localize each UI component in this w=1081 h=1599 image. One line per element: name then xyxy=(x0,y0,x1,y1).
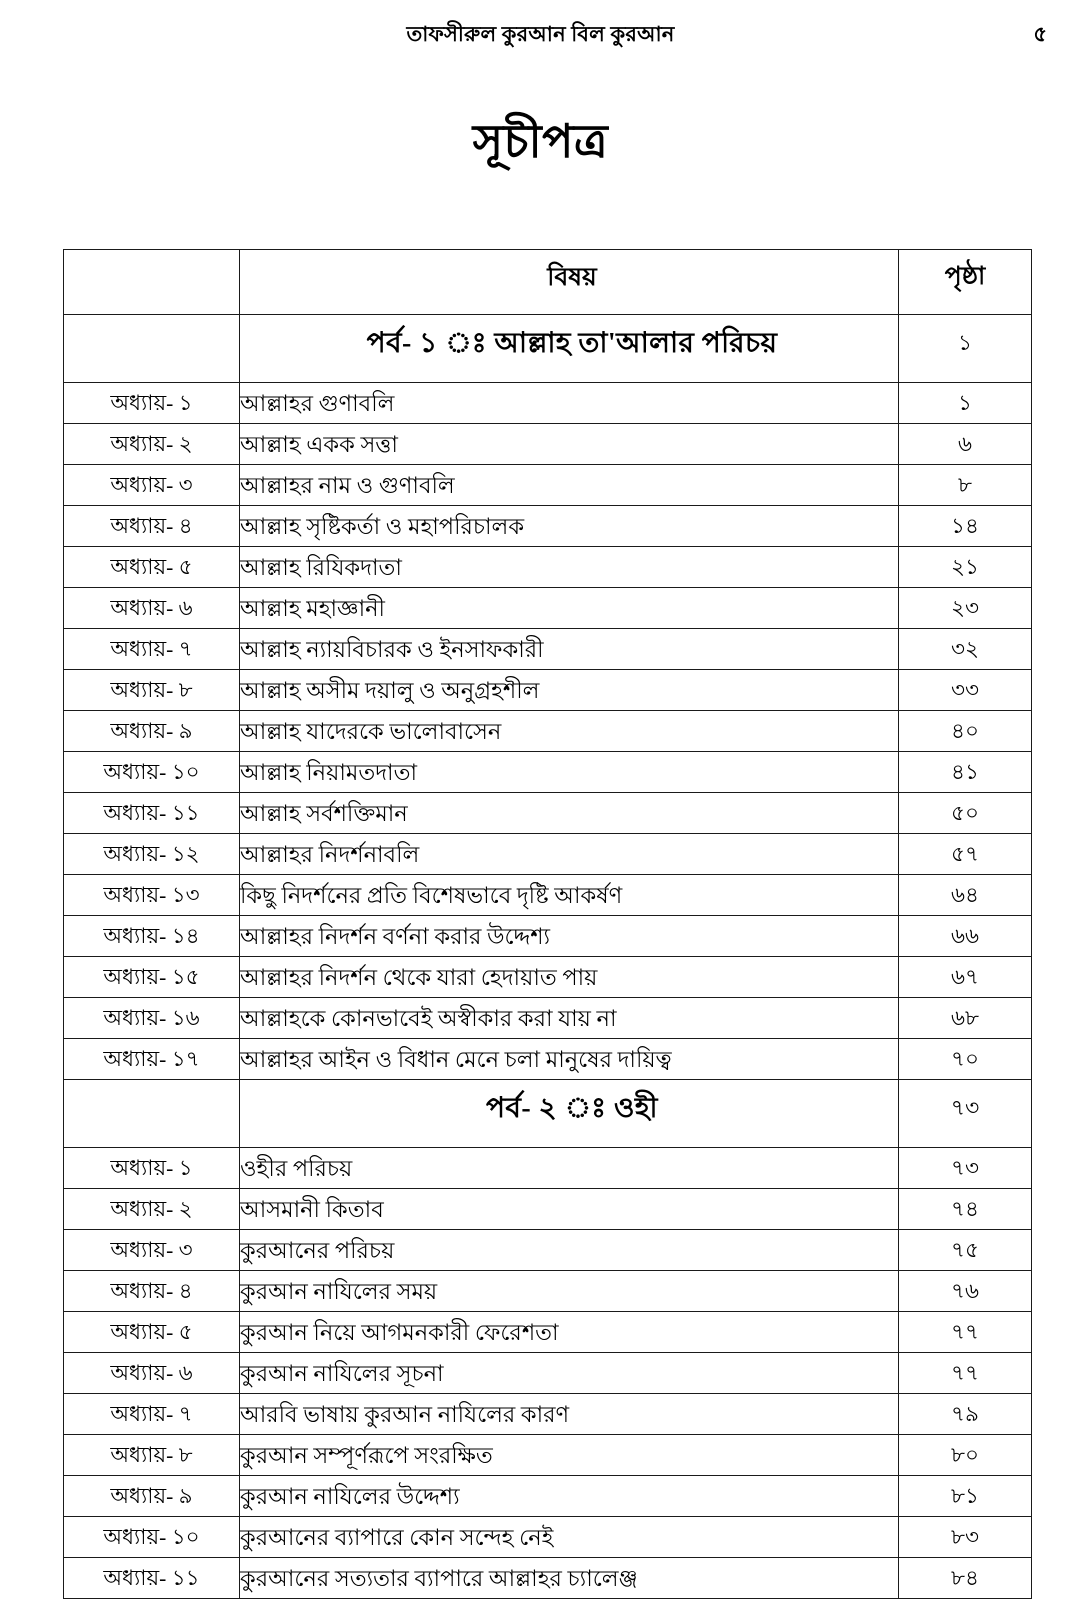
subject-title-cell: আল্লাহর নিদর্শন থেকে যারা হেদায়াত পায় xyxy=(240,957,899,998)
column-header-subject: বিষয় xyxy=(240,250,899,315)
chapter-label-cell: অধ্যায়- ১ xyxy=(64,383,240,424)
table-row xyxy=(64,547,1032,588)
table-row xyxy=(64,1148,1032,1189)
page-number-cell: ১ xyxy=(899,383,1032,424)
table-row xyxy=(64,1230,1032,1271)
chapter-label-cell: অধ্যায়- ২ xyxy=(64,1189,240,1230)
toc-table xyxy=(63,249,1032,1599)
table-row xyxy=(64,1394,1032,1435)
chapter-label-cell: অধ্যায়- ১৭ xyxy=(64,1039,240,1080)
chapter-label-cell: অধ্যায়- ১৩ xyxy=(64,875,240,916)
chapter-label-cell: অধ্যায়- ১০ xyxy=(64,1517,240,1558)
subject-title-cell: আল্লাহ ন্যায়বিচারক ও ইনসাফকারী xyxy=(240,629,899,670)
part-chapter-cell-empty xyxy=(64,315,240,383)
page-number-cell: ৪১ xyxy=(899,752,1032,793)
subject-title-cell: কুরআন নিয়ে আগমনকারী ফেরেশতা xyxy=(240,1312,899,1353)
chapter-label-cell: অধ্যায়- ৪ xyxy=(64,1271,240,1312)
chapter-label-cell: অধ্যায়- ১৬ xyxy=(64,998,240,1039)
page-number-cell: ৭৪ xyxy=(899,1189,1032,1230)
page-number-cell: ৭৫ xyxy=(899,1230,1032,1271)
chapter-label-cell: অধ্যায়- ১২ xyxy=(64,834,240,875)
subject-title-cell: আল্লাহ মহাজ্ঞানী xyxy=(240,588,899,629)
page-number-cell: ৫০ xyxy=(899,793,1032,834)
column-header-page: পৃষ্ঠা xyxy=(899,250,1032,315)
table-row xyxy=(64,1517,1032,1558)
table-row xyxy=(64,424,1032,465)
page-number-cell: ৭৩ xyxy=(899,1148,1032,1189)
page-number-cell: ৮৪ xyxy=(899,1558,1032,1599)
subject-title-cell: আল্লাহ রিযিকদাতা xyxy=(240,547,899,588)
subject-title-cell: আল্লাহ সৃষ্টিকর্তা ও মহাপরিচালক xyxy=(240,506,899,547)
subject-title-cell: কুরআন সম্পূর্ণরূপে সংরক্ষিত xyxy=(240,1435,899,1476)
part-chapter-cell-empty xyxy=(64,1080,240,1148)
subject-title-cell: আল্লাহর গুণাবলি xyxy=(240,383,899,424)
chapter-label-cell: অধ্যায়- ৭ xyxy=(64,629,240,670)
chapter-label-cell: অধ্যায়- ৬ xyxy=(64,1353,240,1394)
page-number-cell: ৮ xyxy=(899,465,1032,506)
page-folio-number: ৫ xyxy=(1033,22,1047,46)
subject-title-cell: কুরআনের ব্যাপারে কোন সন্দেহ নেই xyxy=(240,1517,899,1558)
page-number-cell: ২৩ xyxy=(899,588,1032,629)
table-row xyxy=(64,1476,1032,1517)
page-number-cell: ৩২ xyxy=(899,629,1032,670)
table-row xyxy=(64,1558,1032,1599)
page-number-cell: ৭৭ xyxy=(899,1312,1032,1353)
page-number-cell: ৬৬ xyxy=(899,916,1032,957)
page-number-cell: ৭০ xyxy=(899,1039,1032,1080)
subject-title-cell: আল্লাহর নিদর্শন বর্ণনা করার উদ্দেশ্য xyxy=(240,916,899,957)
subject-title-cell: আল্লাহ নিয়ামতদাতা xyxy=(240,752,899,793)
page-number-cell: ৪০ xyxy=(899,711,1032,752)
subject-title-cell: কুরআনের পরিচয় xyxy=(240,1230,899,1271)
subject-title-cell: আল্লাহ সর্বশক্তিমান xyxy=(240,793,899,834)
table-row xyxy=(64,1039,1032,1080)
table-row xyxy=(64,834,1032,875)
chapter-label-cell: অধ্যায়- ২ xyxy=(64,424,240,465)
page-number-cell: ৩৩ xyxy=(899,670,1032,711)
table-row xyxy=(64,506,1032,547)
page-number-cell: ৭৩ xyxy=(899,1080,1032,1148)
chapter-label-cell: অধ্যায়- ১১ xyxy=(64,793,240,834)
table-row xyxy=(64,1271,1032,1312)
part-header-row xyxy=(64,1080,1032,1148)
part-title-cell: পর্ব- ১ ঃ আল্লাহ তা'আলার পরিচয় xyxy=(240,315,899,383)
subject-title-cell: কুরআন নাযিলের সময় xyxy=(240,1271,899,1312)
page-number-cell: ৬৪ xyxy=(899,875,1032,916)
table-row xyxy=(64,1435,1032,1476)
subject-title-cell: আল্লাহকে কোনভাবেই অস্বীকার করা যায় না xyxy=(240,998,899,1039)
page-number-cell: ৬ xyxy=(899,424,1032,465)
subject-title-cell: আল্লাহর নাম ও গুণাবলি xyxy=(240,465,899,506)
chapter-label-cell: অধ্যায়- ১৫ xyxy=(64,957,240,998)
table-row xyxy=(64,383,1032,424)
chapter-label-cell: অধ্যায়- ৪ xyxy=(64,506,240,547)
table-row xyxy=(64,629,1032,670)
table-row xyxy=(64,1189,1032,1230)
chapter-label-cell: অধ্যায়- ৯ xyxy=(64,1476,240,1517)
page-number-cell: ৮০ xyxy=(899,1435,1032,1476)
page-number-cell: ২১ xyxy=(899,547,1032,588)
subject-title-cell: কুরআন নাযিলের উদ্দেশ্য xyxy=(240,1476,899,1517)
subject-title-cell: আসমানী কিতাব xyxy=(240,1189,899,1230)
page-number-cell: ৮৩ xyxy=(899,1517,1032,1558)
chapter-label-cell: অধ্যায়- ৮ xyxy=(64,1435,240,1476)
subject-title-cell: আল্লাহর নিদর্শনাবলি xyxy=(240,834,899,875)
subject-title-cell: আল্লাহ যাদেরকে ভালোবাসেন xyxy=(240,711,899,752)
chapter-label-cell: অধ্যায়- ৩ xyxy=(64,465,240,506)
page-number-cell: ১ xyxy=(899,315,1032,383)
page-title: সূচীপত্র xyxy=(472,116,609,167)
page-number-cell: ৭৯ xyxy=(899,1394,1032,1435)
page-number-cell: ৫৭ xyxy=(899,834,1032,875)
table-row xyxy=(64,465,1032,506)
chapter-label-cell: অধ্যায়- ১১ xyxy=(64,1558,240,1599)
table-row xyxy=(64,1312,1032,1353)
chapter-label-cell: অধ্যায়- ৩ xyxy=(64,1230,240,1271)
table-row xyxy=(64,916,1032,957)
table-row xyxy=(64,998,1032,1039)
table-row xyxy=(64,711,1032,752)
table-row xyxy=(64,957,1032,998)
chapter-label-cell: অধ্যায়- ৫ xyxy=(64,547,240,588)
part-title-cell: পর্ব- ২ ঃ ওহী xyxy=(240,1080,899,1148)
chapter-label-cell: অধ্যায়- ১৪ xyxy=(64,916,240,957)
table-header-row xyxy=(64,250,1032,315)
subject-title-cell: কুরআনের সত্যতার ব্যাপারে আল্লাহর চ্যালেঞ্জ xyxy=(240,1558,899,1599)
page-number-cell: ৭৭ xyxy=(899,1353,1032,1394)
chapter-label-cell: অধ্যায়- ১০ xyxy=(64,752,240,793)
table-row xyxy=(64,588,1032,629)
subject-title-cell: কুরআন নাযিলের সূচনা xyxy=(240,1353,899,1394)
table-row xyxy=(64,793,1032,834)
running-header xyxy=(0,18,1081,58)
table-row xyxy=(64,752,1032,793)
subject-title-cell: আল্লাহ একক সত্তা xyxy=(240,424,899,465)
table-of-contents xyxy=(63,249,1031,1599)
column-header-chapter xyxy=(64,250,240,315)
chapter-label-cell: অধ্যায়- ৯ xyxy=(64,711,240,752)
subject-title-cell: কিছু নিদর্শনের প্রতি বিশেষভাবে দৃষ্টি আকর্ষণ xyxy=(240,875,899,916)
book-title: তাফসীরুল কুরআন বিল কুরআন xyxy=(406,22,675,46)
subject-title-cell: আরবি ভাষায় কুরআন নাযিলের কারণ xyxy=(240,1394,899,1435)
subject-title-cell: আল্লাহ অসীম দয়ালু ও অনুগ্রহশীল xyxy=(240,670,899,711)
chapter-label-cell: অধ্যায়- ৮ xyxy=(64,670,240,711)
table-row xyxy=(64,670,1032,711)
page-number-cell: ৮১ xyxy=(899,1476,1032,1517)
chapter-label-cell: অধ্যায়- ৬ xyxy=(64,588,240,629)
page-number-cell: ৭৬ xyxy=(899,1271,1032,1312)
subject-title-cell: আল্লাহর আইন ও বিধান মেনে চলা মানুষের দায়িত্ব xyxy=(240,1039,899,1080)
page-number-cell: ৬৭ xyxy=(899,957,1032,998)
page-number-cell: ৬৮ xyxy=(899,998,1032,1039)
subject-title-cell: ওহীর পরিচয় xyxy=(240,1148,899,1189)
chapter-label-cell: অধ্যায়- ৫ xyxy=(64,1312,240,1353)
chapter-label-cell: অধ্যায়- ৭ xyxy=(64,1394,240,1435)
page-number-cell: ১৪ xyxy=(899,506,1032,547)
chapter-label-cell: অধ্যায়- ১ xyxy=(64,1148,240,1189)
table-row xyxy=(64,1353,1032,1394)
part-header-row xyxy=(64,315,1032,383)
table-row xyxy=(64,875,1032,916)
